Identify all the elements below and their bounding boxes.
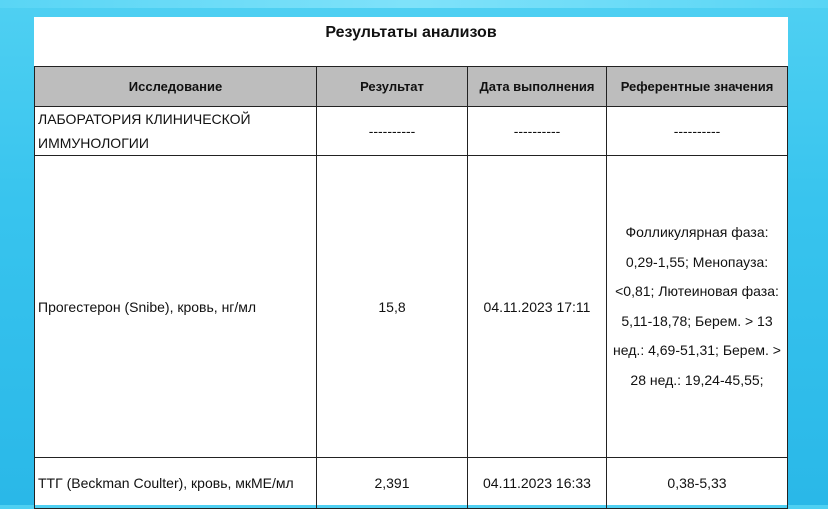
table-header-row (35, 67, 788, 107)
page-title: Результаты анализов (325, 24, 497, 41)
result-cell: ---------- (317, 107, 468, 156)
column-header-result: Результат (317, 67, 468, 107)
reference-cell: Фолликулярная фаза: 0,29-1,55; Менопауза: <0,81; Лютеиновая фаза: 5,11-18,78; Берем. > 13 нед.: 4,69-51,31; Берем. > 28 нед.: 19,24-45,55; (607, 156, 788, 458)
result-cell: 2,391 (317, 458, 468, 509)
column-header-study: Исследование (35, 67, 317, 107)
table-row (35, 458, 788, 509)
date-cell: 04.11.2023 16:33 (468, 458, 607, 509)
column-header-reference: Референтные значения (607, 67, 788, 107)
reference-cell: 0,38-5,33 (607, 458, 788, 509)
table-row (35, 107, 788, 156)
results-table (34, 66, 788, 509)
date-cell: 04.11.2023 17:11 (468, 156, 607, 458)
column-header-date: Дата выполнения (468, 67, 607, 107)
result-cell: 15,8 (317, 156, 468, 458)
table-row (35, 156, 788, 458)
study-name-cell: ЛАБОРАТОРИЯ КЛИНИЧЕСКОЙ ИММУНОЛОГИИ (35, 107, 317, 156)
study-name-cell: Прогестерон (Snibe), кровь, нг/мл (35, 156, 317, 458)
reference-cell: ---------- (607, 107, 788, 156)
results-document (34, 17, 788, 505)
date-cell: ---------- (468, 107, 607, 156)
study-name-cell: ТТГ (Beckman Coulter), кровь, мкМЕ/мл (35, 458, 317, 509)
background-top-band (0, 0, 828, 8)
